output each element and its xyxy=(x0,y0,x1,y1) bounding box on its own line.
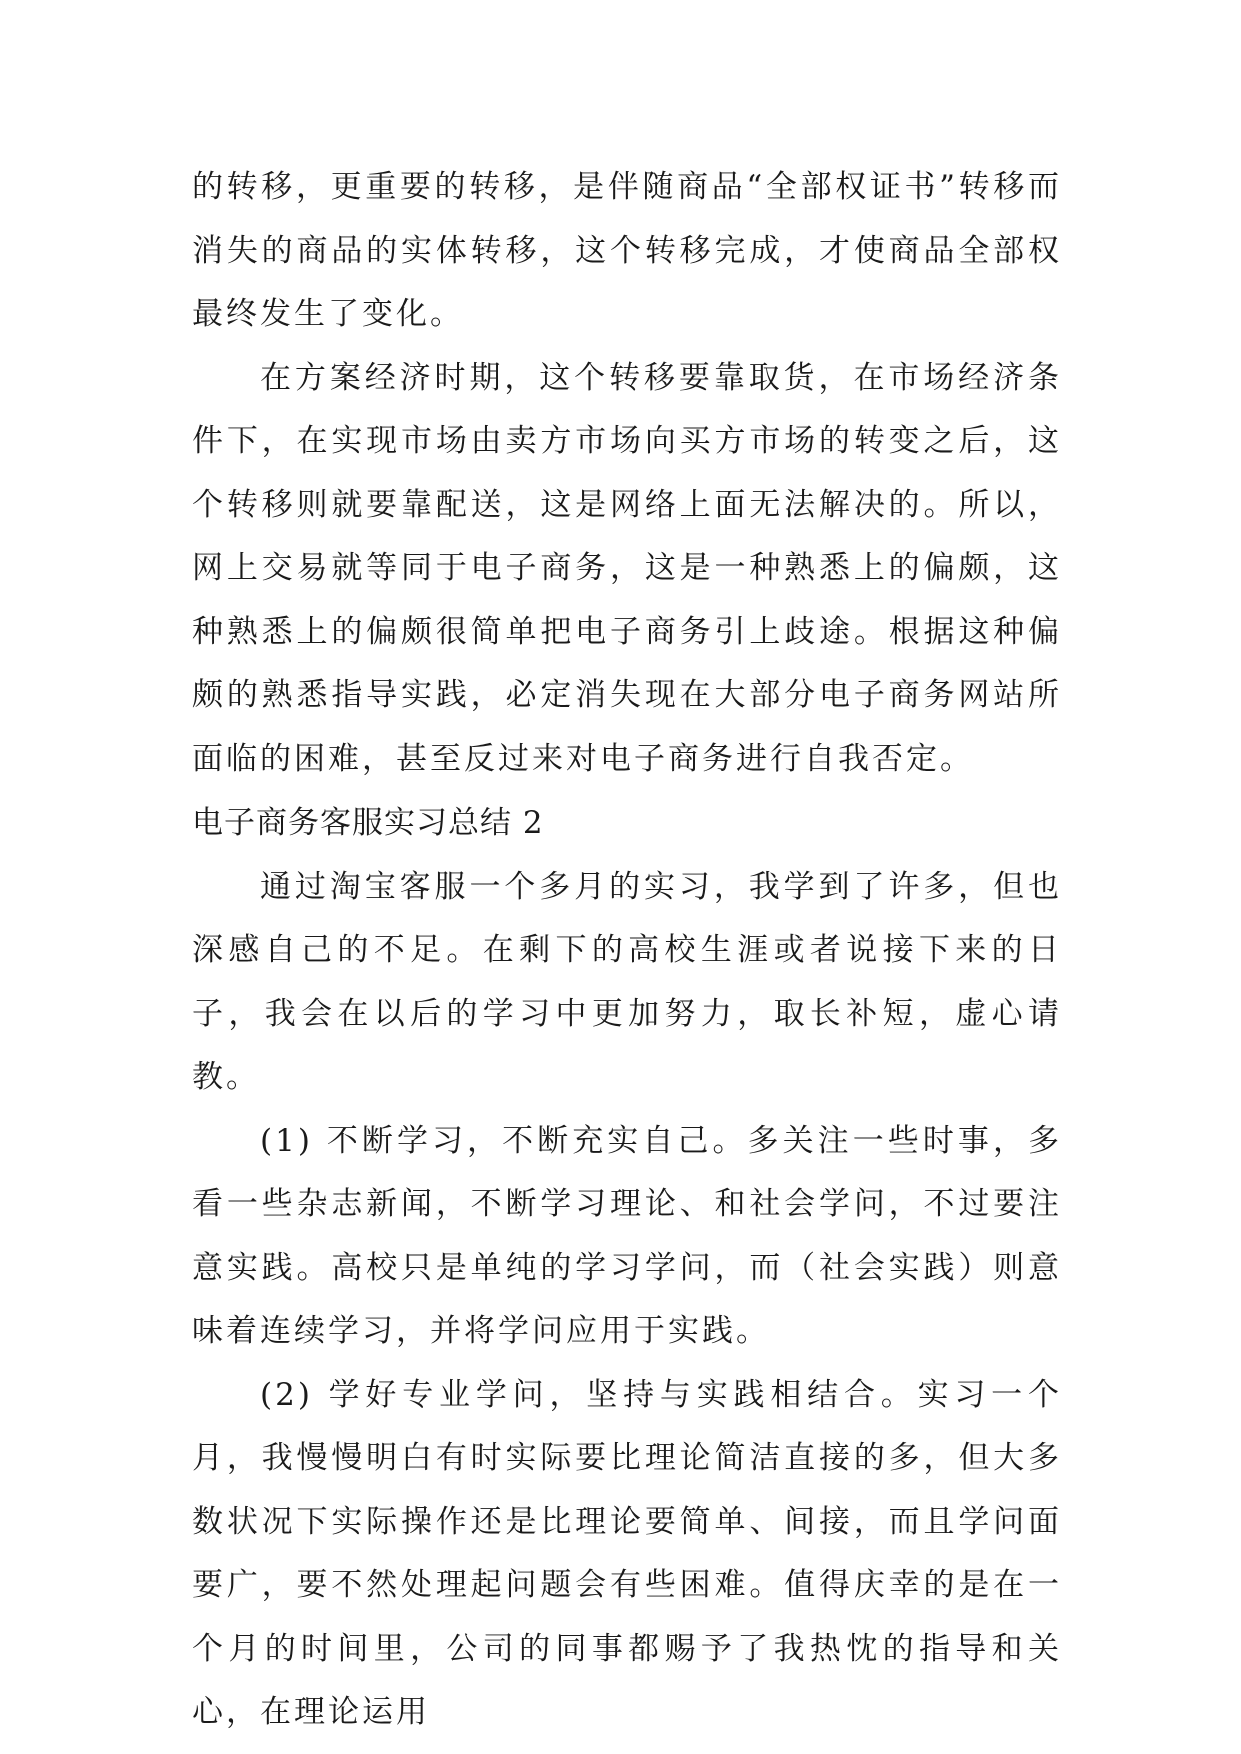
section-2 xyxy=(192,792,1062,1745)
section-1 xyxy=(192,156,1062,791)
paragraph-1: 的转移，更重要的转移，是伴随商品“全部权证书”转移而消失的商品的实体转移，这个转移完成，才使商品全部权最终发生了变化。 xyxy=(192,169,1062,332)
section-heading: 电子商务客服实习总结 2 xyxy=(192,805,544,841)
paragraph-2: 在方案经济时期，这个转移要靠取货，在市场经济条件下，在实现市场由卖方市场向买方市场的转变之后，这个转移则就要靠配送，这是网络上面无法解决的。所以，网上交易就等同于电子商务，这是一种熟悉上的偏颇，这种熟悉上的偏颇很简单把电子商务引上歧途。根据这种偏颇的熟悉指导实践，必定消失现在大部分电子商务网站所面临的困难，甚至反过来对电子商务进行自我否定。 xyxy=(192,359,1062,777)
paragraph-3: 通过淘宝客服一个多月的实习，我学到了许多，但也深感自己的不足。在剩下的高校生涯或者说接下来的日子，我会在以后的学习中更加努力，取长补短，虚心请教。 xyxy=(192,868,1062,1095)
paragraph-5: (2) 学好专业学问，坚持与实践相结合。实习一个月，我慢慢明白有时实际要比理论简洁直接的多，但大多数状况下实际操作还是比理论要简单、间接，而且学问面要广，要不然处理起问题会有些困难。值得庆幸的是在一个月的时间里，公司的同事都赐予了我热忱的指导和关心，在理论运用 xyxy=(192,1376,1062,1730)
paragraph-4: (1) 不断学习，不断充实自己。多关注一些时事，多看一些杂志新闻，不断学习理论、和社会学问，不过要注意实践。高校只是单纯的学习学问，而（社会实践）则意味着连续学习，并将学问应用于实践。 xyxy=(192,1122,1062,1349)
